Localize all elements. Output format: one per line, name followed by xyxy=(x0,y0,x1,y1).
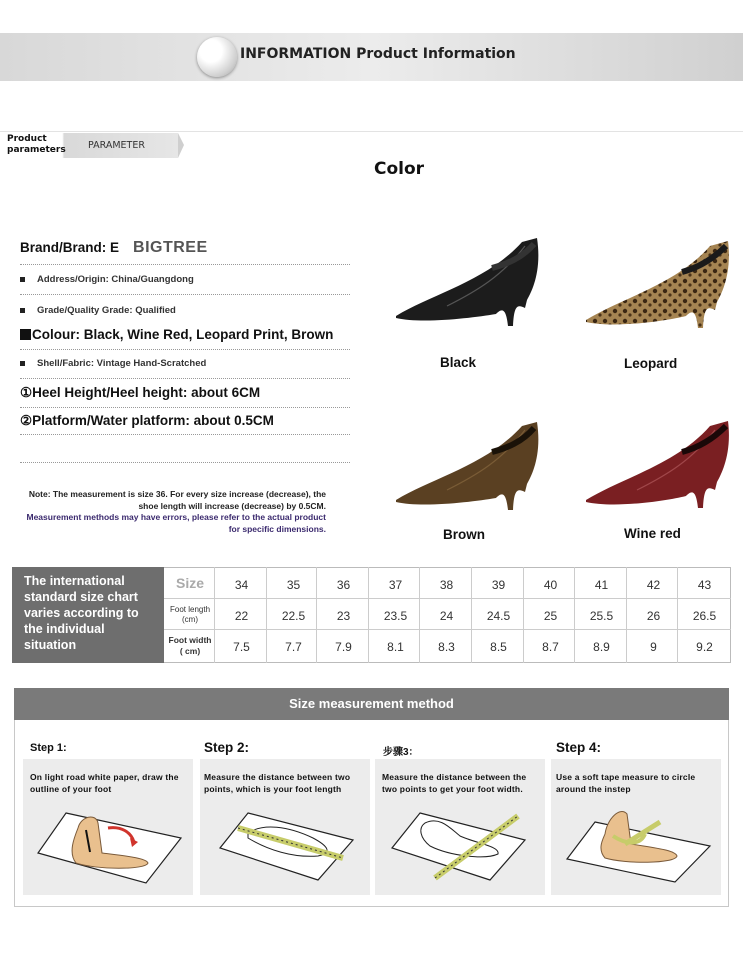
grade-text: Grade/Quality Grade: Qualified xyxy=(37,305,176,316)
step-3-text: Measure the distance between the two points to get your foot width. xyxy=(382,772,527,794)
dotted-divider xyxy=(20,462,350,463)
spec-brand xyxy=(20,239,208,257)
foot-length-cell: 23 xyxy=(336,609,351,623)
step-1-title: Step 1: xyxy=(30,742,67,754)
size-cell: 38 xyxy=(439,578,454,592)
bullet-icon xyxy=(20,277,25,282)
banner-circle-icon xyxy=(197,37,237,77)
step-4-illustration xyxy=(565,804,715,884)
foot-length-cell: 24 xyxy=(439,609,454,623)
banner-title: INFORMATION Product Information xyxy=(240,46,516,62)
foot-length-cell: 26.5 xyxy=(692,609,717,623)
size-chart-heading: The international standard size chart varies according to the individual situation xyxy=(12,567,164,663)
foot-length-cell: 23.5 xyxy=(383,609,408,623)
foot-width-cell: 7.7 xyxy=(285,640,302,654)
foot-length-cell: 22 xyxy=(234,609,249,623)
foot-width-cell: 8.7 xyxy=(542,640,559,654)
shoe-label-leopard: Leopard xyxy=(624,356,678,371)
foot-width-cell: 7.5 xyxy=(233,640,250,654)
shoe-label-brown: Brown xyxy=(443,527,485,542)
size-cell: 37 xyxy=(388,578,403,592)
note-line-2: Measurement methods may have errors, please refer to the actual product for specific dimensions. xyxy=(26,512,326,534)
size-cell: 40 xyxy=(543,578,558,592)
spec-colour xyxy=(20,327,333,342)
dotted-divider xyxy=(20,378,350,379)
dotted-divider xyxy=(20,294,350,295)
size-cell: 34 xyxy=(234,578,249,592)
step-1-text: On light road white paper, draw the outline of your foot xyxy=(30,772,179,794)
parameter-label: Product parameters xyxy=(7,134,66,155)
step-1-illustration xyxy=(36,808,186,886)
foot-width-cell: 8.9 xyxy=(593,640,610,654)
fabric-text: Shell/Fabric: Vintage Hand-Scratched xyxy=(37,358,207,369)
table-row-divider xyxy=(164,598,731,599)
step-3-title: 步骤3： xyxy=(383,747,419,758)
spec-grade xyxy=(20,305,176,316)
step-4-title: Step 4: xyxy=(556,740,602,755)
dotted-divider xyxy=(20,434,350,435)
bullet-icon xyxy=(20,361,25,366)
step-3-illustration xyxy=(390,808,530,884)
note-line-1: Note: The measurement is size 36. For every size increase (decrease), the shoe length will increase (decrease) by 0.5CM. xyxy=(28,489,326,511)
size-cell: 35 xyxy=(286,578,301,592)
shoe-label-black: Black xyxy=(440,355,477,370)
size-cell: 41 xyxy=(594,578,609,592)
brand-name: BIGTREE xyxy=(133,239,208,256)
origin-text: Address/Origin: China/Guangdong xyxy=(37,274,194,285)
table-row-divider xyxy=(164,629,731,630)
foot-width-cell: 9 xyxy=(650,640,657,654)
shoe-black-image xyxy=(392,236,542,331)
spec-heel: ①Heel Height/Heel height: about 6CM xyxy=(20,385,261,400)
divider xyxy=(0,131,743,132)
shoe-wine-red-image xyxy=(582,418,732,513)
color-title: Color xyxy=(374,159,425,179)
foot-width-cell: 8.3 xyxy=(438,640,455,654)
table-column-divider xyxy=(214,567,215,663)
size-cell: 43 xyxy=(697,578,712,592)
width-row-label: Foot width ( cm) xyxy=(168,635,212,656)
length-row-label: Foot length (cm) xyxy=(169,605,211,624)
size-cell: 36 xyxy=(336,578,351,592)
foot-length-cell: 22.5 xyxy=(281,609,306,623)
foot-width-cell: 8.5 xyxy=(490,640,507,654)
foot-width-cell: 7.9 xyxy=(335,640,352,654)
size-cell: 39 xyxy=(491,578,506,592)
shoe-label-wine-red: Wine red xyxy=(624,526,681,541)
shoe-brown-image xyxy=(392,420,542,515)
foot-length-cell: 25 xyxy=(543,609,558,623)
foot-width-cell: 9.2 xyxy=(696,640,713,654)
foot-length-cell: 24.5 xyxy=(486,609,511,623)
dotted-divider xyxy=(20,264,350,265)
measurement-note xyxy=(26,489,326,535)
dotted-divider xyxy=(20,349,350,350)
step-4-text: Use a soft tape measure to circle around the instep xyxy=(556,772,696,794)
foot-width-cell: 8.1 xyxy=(387,640,404,654)
spec-origin xyxy=(20,274,194,285)
info-banner xyxy=(0,33,743,81)
spec-fabric xyxy=(20,358,206,369)
size-row-label: Size xyxy=(175,575,204,591)
size-cell: 42 xyxy=(646,578,661,592)
brand-label: Brand/Brand: E xyxy=(20,240,120,255)
method-title: Size measurement method xyxy=(14,688,729,720)
step-2-title: Step 2: xyxy=(204,740,250,755)
spec-platform: ②Platform/Water platform: about 0.5CM xyxy=(20,413,274,428)
shoe-leopard-image xyxy=(582,238,732,333)
foot-length-cell: 26 xyxy=(646,609,661,623)
parameter-label-en: PARAMETER xyxy=(88,140,145,151)
step-2-illustration xyxy=(218,808,358,884)
step-2-text: Measure the distance between two points, which is your foot length xyxy=(204,772,351,794)
bullet-icon xyxy=(20,308,25,313)
colour-text: Colour: Black, Wine Red, Leopard Print, Brown xyxy=(32,327,334,342)
foot-length-cell: 25.5 xyxy=(589,609,614,623)
bullet-square-icon xyxy=(20,329,31,340)
dotted-divider xyxy=(20,407,350,408)
